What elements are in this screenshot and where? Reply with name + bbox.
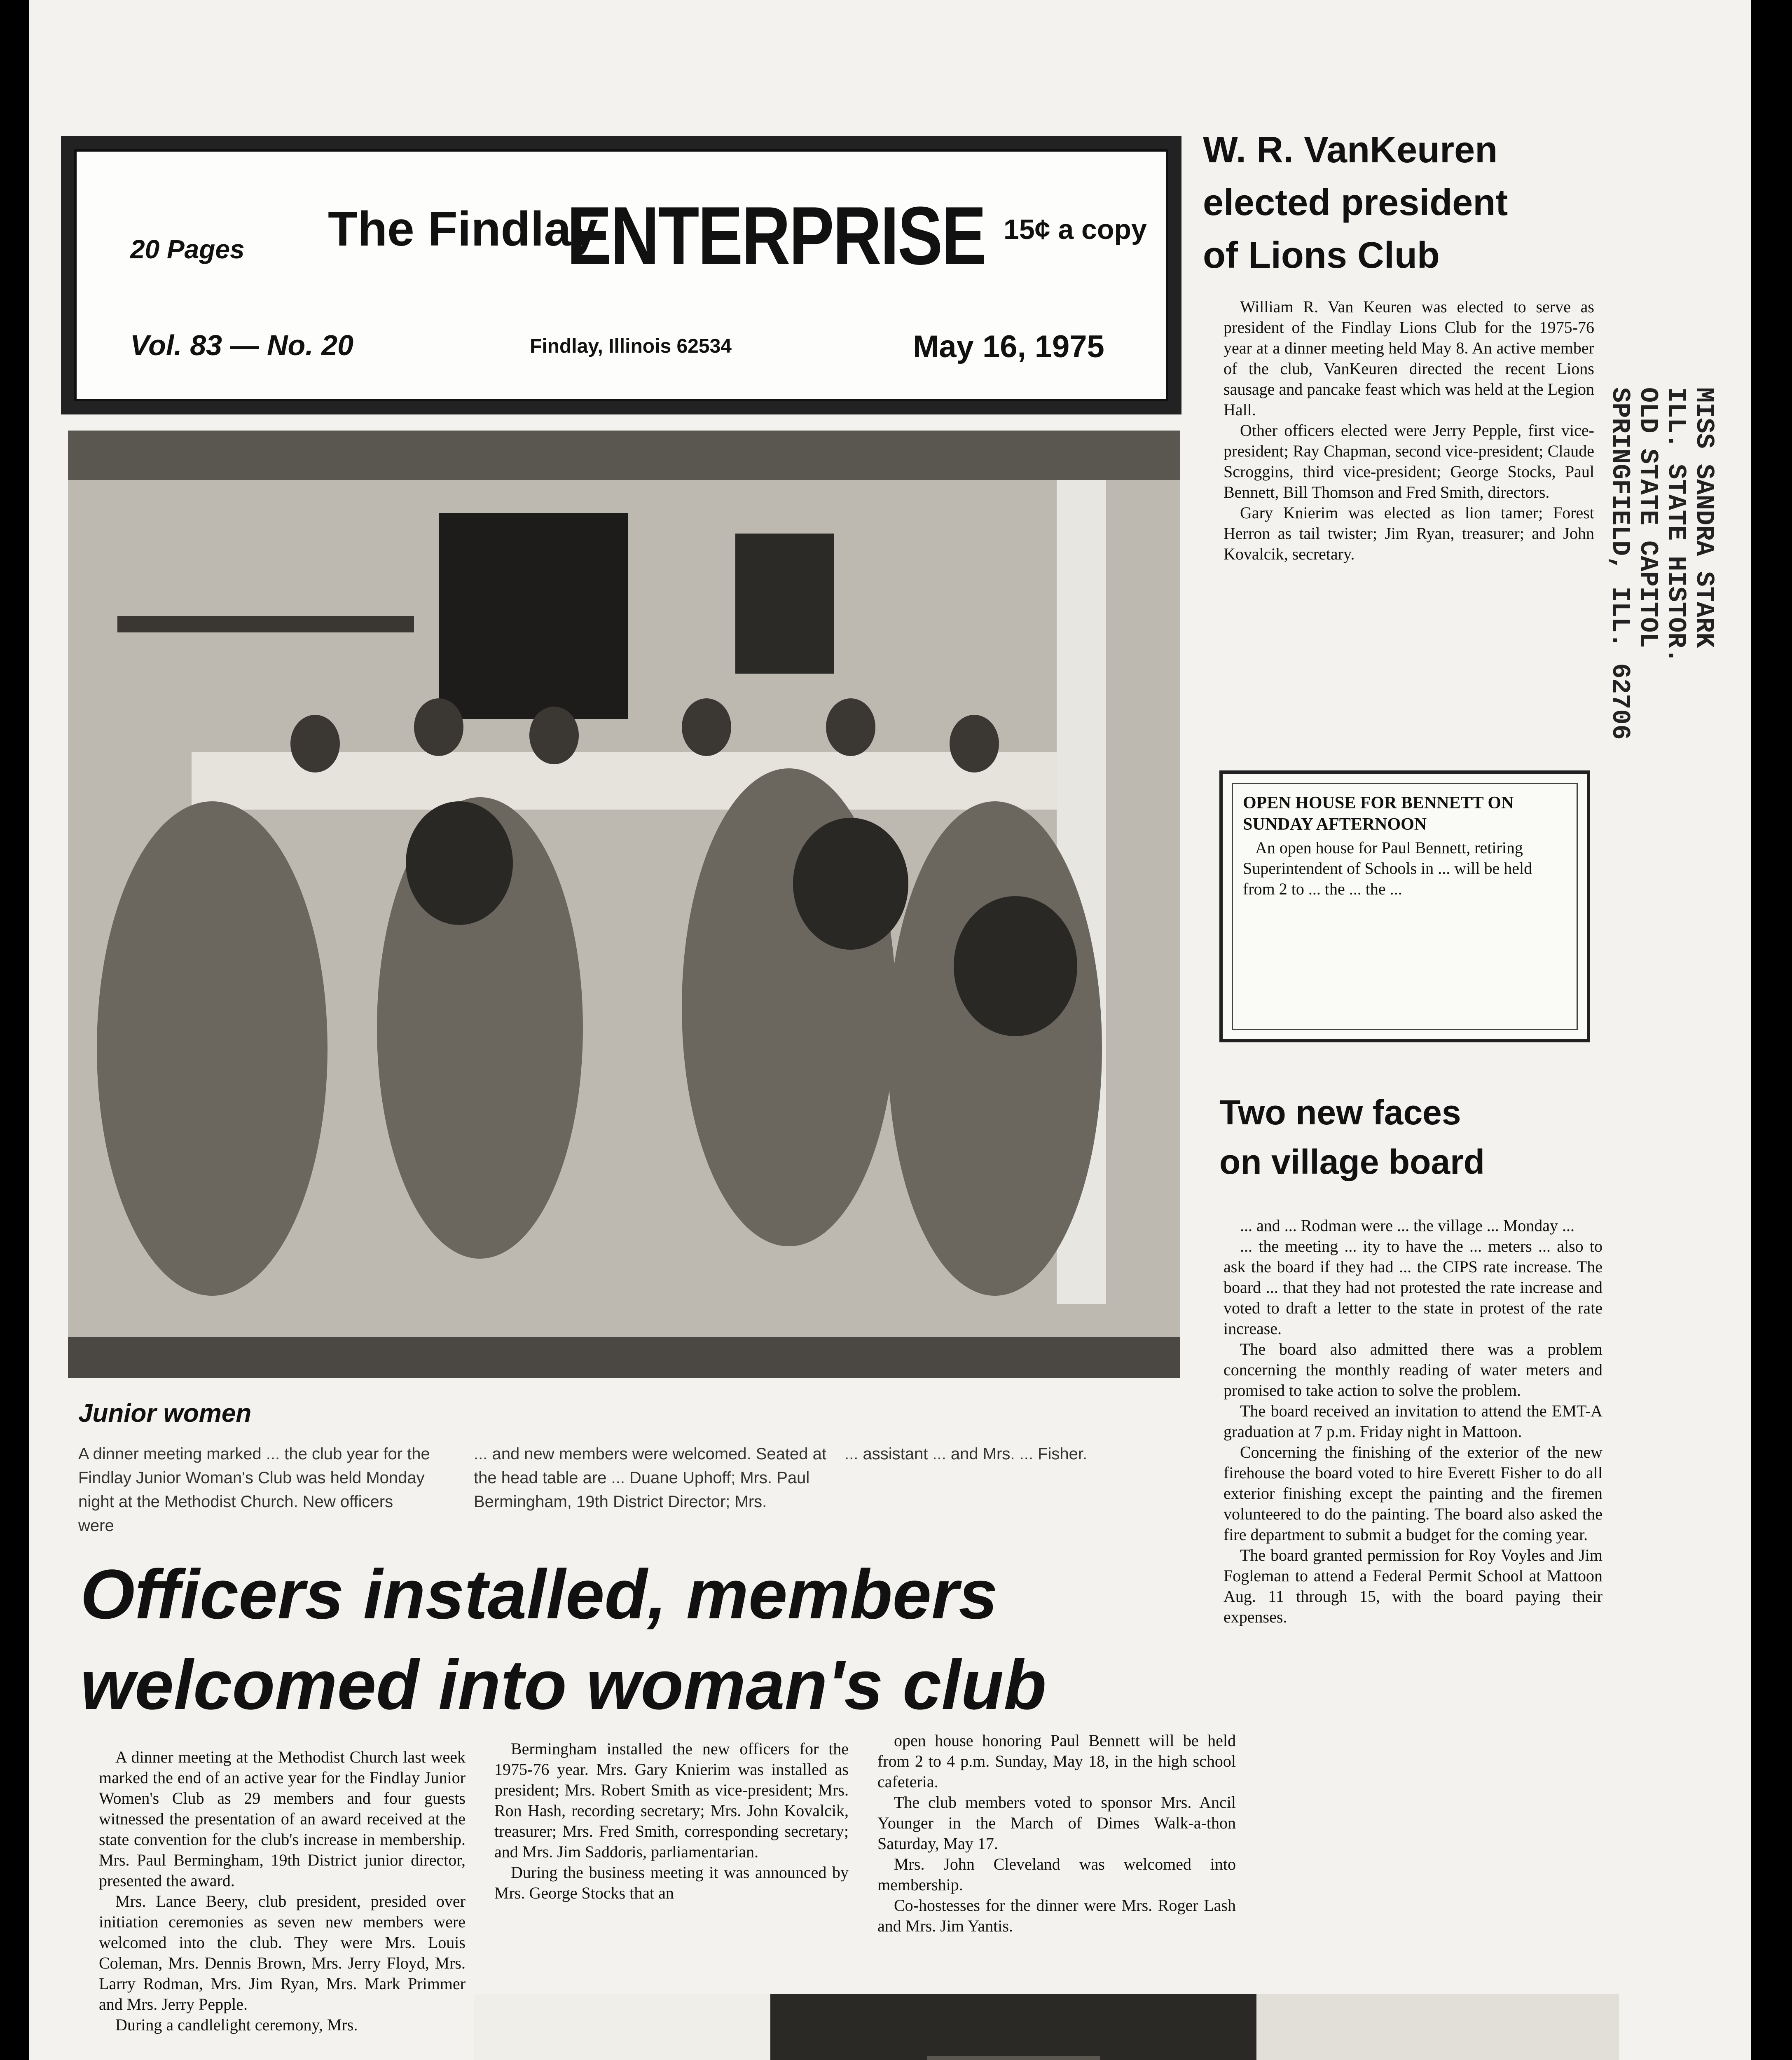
paragraph: ... the meeting ... ity to have the ... meters ... also to ask the board if they had ... the CIPS rate increase. The board ... that they had not protested the rate increase and voted to draft a letter to the state in protest of the rate increase.: [1224, 1237, 1603, 1338]
paragraph: Gary Knierim was elected as lion tamer; Forest Herron as tail twister; Jim Ryan, treasurer; and John Kovalcik, secretary.: [1224, 503, 1594, 563]
headline-line: welcomed into woman's club: [80, 1646, 1047, 1724]
paragraph: Bermingham installed the new officers for the 1975-76 year. Mrs. Gary Knierim was installed as president; Mrs. Robert Smith as vice-president; Mrs. Ron Hash, recording secretary; Mrs. John Kovalcik, treasurer; Mrs. Fred Smith, corresponding secretary; and Mrs. Jim Saddoris, parliamentarian.: [494, 1739, 849, 1861]
open-house-body: An open house for Paul Bennett, retiring Superintendent of Schools in ... will be held from 2 to ... the ... the ...: [1243, 838, 1532, 898]
label-line: ILL. STATE HISTOR.: [1661, 387, 1691, 663]
dinner-scene-image: [68, 431, 1180, 1378]
paragraph: The board also admitted there was a problem concerning the monthly reading of water meters and promised to take action to solve the problem.: [1224, 1340, 1603, 1400]
village-board-headline: [1219, 1088, 1590, 1187]
newspaper-page: [29, 0, 1751, 2060]
mailing-label: [1605, 387, 1734, 783]
open-house-box: [1219, 770, 1590, 1042]
paragraph: During a candlelight ceremony, Mrs.: [115, 2016, 358, 2034]
lions-headline-line: elected president: [1203, 182, 1508, 223]
officers-col-2: [494, 1739, 849, 1986]
label-line: OLD STATE CAPITOL: [1633, 387, 1663, 648]
label-line: SPRINGFIELD, ILL. 62706: [1605, 387, 1635, 740]
lions-article: [1224, 297, 1594, 750]
paragraph: Concerning the finishing of the exterior of the new firehouse the board voted to hire Everett Fisher to do all exterior finishing except the painting and the firemen volunteered to do the painting. The board also asked the fire department to submit a budget for the coming year.: [1224, 1443, 1603, 1544]
masthead-price: 15¢ a copy: [1004, 214, 1147, 245]
officers-col-1: [99, 1747, 466, 2060]
masthead-location: Findlay, Illinois 62534: [530, 335, 732, 357]
photo1-caption-col: ... assistant ... and Mrs. ... Fisher.: [845, 1445, 1088, 1463]
paragraph: Mrs. Lance Beery, club president, presided over initiation ceremonies as seven new members were welcomed into the club. They were Mrs. Louis Coleman, Mrs. Dennis Brown, Mrs. Jerry Floyd, Mrs. Larry Rodman, Mrs. Jim Ryan, Mrs. Mark Primmer and Mrs. Jerry Pepple.: [99, 1892, 466, 2013]
paragraph: The board received an invitation to attend the EMT-A graduation at 7 p.m. Friday night in Mattoon.: [1224, 1402, 1603, 1441]
junior-women-photo: [68, 431, 1180, 1378]
officers-col-3: [877, 1730, 1236, 1986]
lions-headline-line: W. R. VanKeuren: [1203, 129, 1498, 171]
label-line: MISS SANDRA STARK: [1689, 387, 1719, 648]
paragraph: ... and ... Rodman were ... the village ... Monday ...: [1240, 1216, 1575, 1235]
paragraph: The club members voted to sponsor Mrs. Ancil Younger in the March of Dimes Walk-a-thon Saturday, May 17.: [877, 1793, 1236, 1853]
paragraph: A dinner meeting at the Methodist Church last week marked the end of an active year for the Findlay Junior Women's Club as 29 members and four guests witnessed the presentation of an award received at the state convention for the club's increase in membership. Mrs. Paul Bermingham, 19th District junior director, presented the award.: [99, 1748, 466, 1890]
paragraph: open house honoring Paul Bennett will be held from 2 to 4 p.m. Sunday, May 18, in the high school cafeteria.: [877, 1731, 1236, 1791]
lions-headline: [1203, 124, 1615, 282]
masthead-the-findlay: The Findlay: [328, 202, 598, 256]
headline-line: on village board: [1219, 1142, 1485, 1181]
photo1-caption-col: ... and new members were welcomed. Seated at the head table are ... Duane Uphoff; Mrs. Paul Bermingham, 19th District Director; Mrs.: [474, 1445, 826, 1511]
issue-date: May 16, 1975: [913, 329, 1104, 364]
photo1-caption-col: A dinner meeting marked ... the club year for the Findlay Junior Woman's Club was held Monday night at the Methodist Church. New officers were: [78, 1445, 430, 1535]
lions-headline-line: of Lions Club: [1203, 235, 1440, 276]
masthead-title: ENTERPRISE: [567, 190, 985, 282]
paragraph: During the business meeting it was announced by Mrs. George Stocks that an: [494, 1863, 849, 1902]
paragraph: William R. Van Keuren was elected to serve as president of the Findlay Lions Club for the 1975-76 year at a dinner meeting held May 8. An active member of the club, VanKeuren directed the recent Lions sausage and pancake feast which was held at the Legion Hall.: [1224, 297, 1594, 419]
officers-headline: [80, 1549, 1234, 1730]
paragraph: Mrs. John Cleveland was welcomed into membership.: [877, 1855, 1236, 1894]
village-board-photo: [474, 1994, 1619, 2060]
paragraph: Co-hostesses for the dinner were Mrs. Roger Lash and Mrs. Jim Yantis.: [877, 1896, 1236, 1935]
page-count: 20 Pages: [130, 234, 245, 264]
headline-line: Officers installed, members: [80, 1555, 998, 1634]
village-board-article: [1224, 1215, 1603, 1978]
open-house-title: OPEN HOUSE FOR BENNETT ON SUNDAY AFTERNOON: [1243, 794, 1514, 834]
paragraph: Other officers elected were Jerry Pepple, first vice-president; Ray Chapman, second vice-president; Claude Scroggins, third vice-president; George Stocks, Paul Bennett, Bill Thomson and Fred Smith, directors.: [1224, 421, 1594, 501]
headline-line: Two new faces: [1219, 1093, 1461, 1132]
board-meeting-image: [474, 1994, 1619, 2060]
paragraph: The board granted permission for Roy Voyles and Jim Fogleman to attend a Federal Permit School at Mattoon Aug. 11 through 15, with the board paying their expenses.: [1224, 1546, 1603, 1626]
photo1-caption-title: Junior women: [78, 1399, 252, 1428]
masthead: [74, 149, 1168, 401]
volume-number: Vol. 83 — No. 20: [130, 329, 354, 361]
